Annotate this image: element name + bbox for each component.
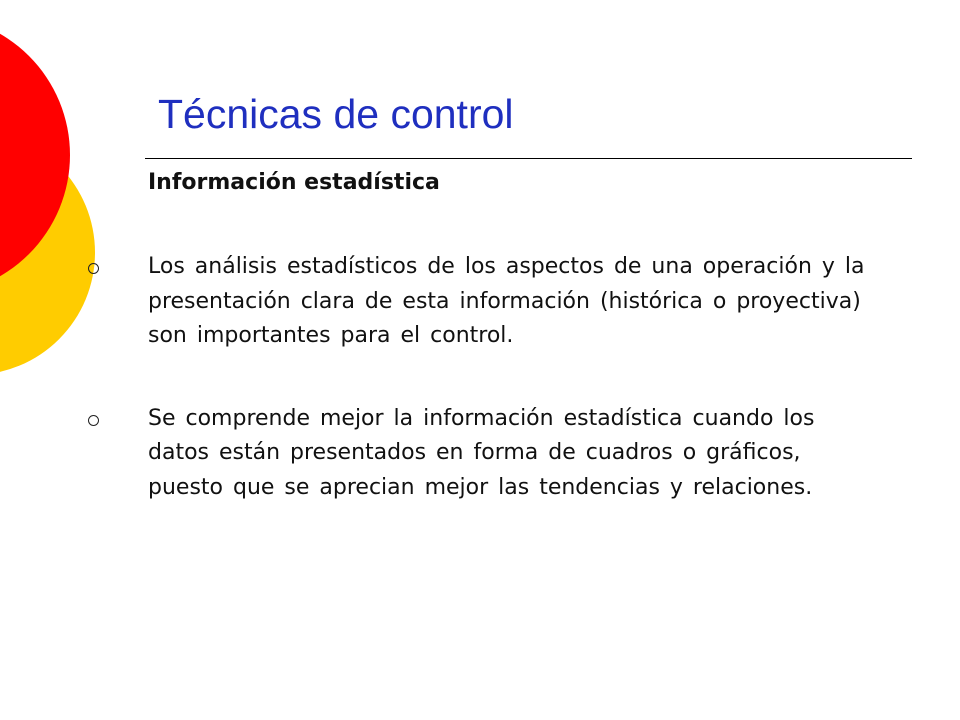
bullet-item (88, 250, 878, 354)
title-divider (145, 158, 912, 159)
bullet-text: Los análisis estadísticos de los aspectos de una operación y la presentación clara de esta información (histórica o proyectiva) son importantes para el control. (148, 254, 865, 348)
hollow-circle-bullet-icon (88, 415, 99, 426)
hollow-circle-bullet-icon (88, 263, 99, 274)
bullet-list (88, 250, 878, 553)
slide-title: Técnicas de control (158, 91, 514, 137)
slide-subtitle: Información estadística (148, 170, 440, 195)
bullet-item (88, 402, 878, 506)
bullet-text: Se comprende mejor la información estadística cuando los datos están presentados en forma de cuadros o gráficos, puesto que se aprecian mejor las tendencias y relaciones. (148, 405, 815, 500)
